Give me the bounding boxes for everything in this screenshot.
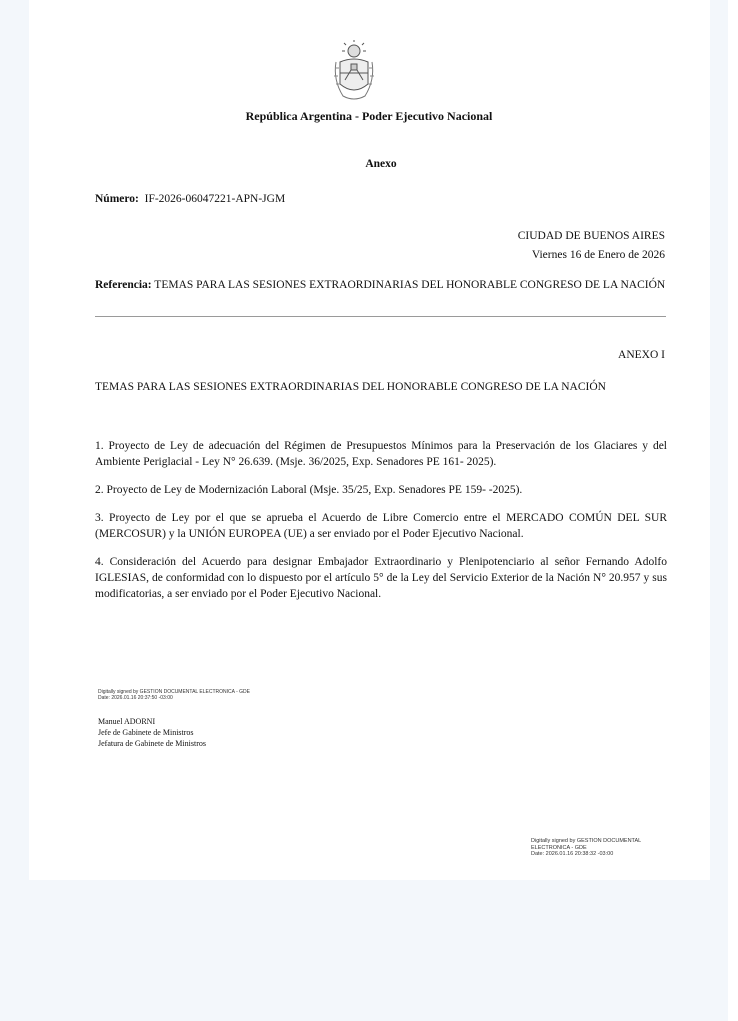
place-and-date — [518, 227, 665, 265]
annex-number: ANEXO I — [618, 349, 665, 361]
city: CIUDAD DE BUENOS AIRES — [517, 230, 665, 242]
header-institution: República Argentina - Poder Ejecutivo Nacional — [245, 109, 493, 123]
document-number — [95, 193, 285, 205]
digital-signature-stamp-footer — [531, 838, 681, 858]
reference — [95, 277, 667, 293]
signature-line: Digitally signed by GESTION DOCUMENTAL — [531, 838, 642, 844]
referencia-text: TEMAS PARA LAS SESIONES EXTRAORDINARIAS DEL HONORABLE CONGRESO DE LA NACIÓN — [154, 279, 666, 291]
topics-list — [95, 438, 667, 614]
topic-item: 3. Proyecto de Ley por el que se aprueba el Acuerdo de Libre Comercio entre el MERCADO COMÚN DEL SUR (MERCOSUR) y la UNIÓN EUROPEA (UE) a ser enviado por el Poder Ejecutivo Nacional. — [95, 512, 667, 540]
signer-block — [98, 716, 206, 749]
signature-date: Date: 2026.01.16 20:37:50 -03:00 — [98, 695, 173, 701]
reference-divider — [95, 316, 666, 317]
date: Viernes 16 de Enero de 2026 — [531, 249, 665, 261]
topic-item: 1. Proyecto de Ley de adecuación del Régimen de Presupuestos Mínimos para la Preservación de los Glaciares y del Ambiente Periglacial - Ley N° 26.639. (Msje. 36/2025, Exp. Senadores PE 161- 2025). — [95, 440, 667, 468]
national-coat-of-arms-icon — [331, 40, 377, 104]
right-edge — [728, 0, 738, 1021]
signer-role: Jefe de Gabinete de Ministros — [98, 728, 194, 737]
numero-value: IF-2026-06047221-APN-JGM — [144, 193, 286, 205]
document-title: Anexo — [365, 158, 397, 170]
signer-office: Jefatura de Gabinete de Ministros — [98, 739, 206, 748]
signature-date: Date: 2026.01.16 20:38:32 -03:00 — [531, 851, 614, 857]
signature-line: ELECTRONICA - GDE — [531, 844, 587, 851]
signer-name: Manuel ADORNI — [98, 717, 156, 726]
signature-line: Digitally signed by GESTION DOCUMENTAL ELECTRONICA - GDE — [98, 689, 250, 695]
referencia-label: Referencia: — [95, 279, 152, 291]
numero-label: Número: — [95, 193, 139, 205]
topic-item: 2. Proyecto de Ley de Modernización Laboral (Msje. 35/25, Exp. Senadores PE 159- -2025). — [95, 484, 523, 496]
digital-signature-stamp — [98, 689, 250, 701]
topics-heading: TEMAS PARA LAS SESIONES EXTRAORDINARIAS DEL HONORABLE CONGRESO DE LA NACIÓN — [95, 381, 606, 393]
topic-item: 4. Consideración del Acuerdo para designar Embajador Extraordinario y Plenipotenciario al señor Fernando Adolfo IGLESIAS, de conformidad con lo dispuesto por el artículo 5° de la Ley del Servicio Exterior de la Nación N° 20.957 y sus modificatorias, a ser enviado por el Poder Ejecutivo Nacional. — [95, 556, 667, 600]
